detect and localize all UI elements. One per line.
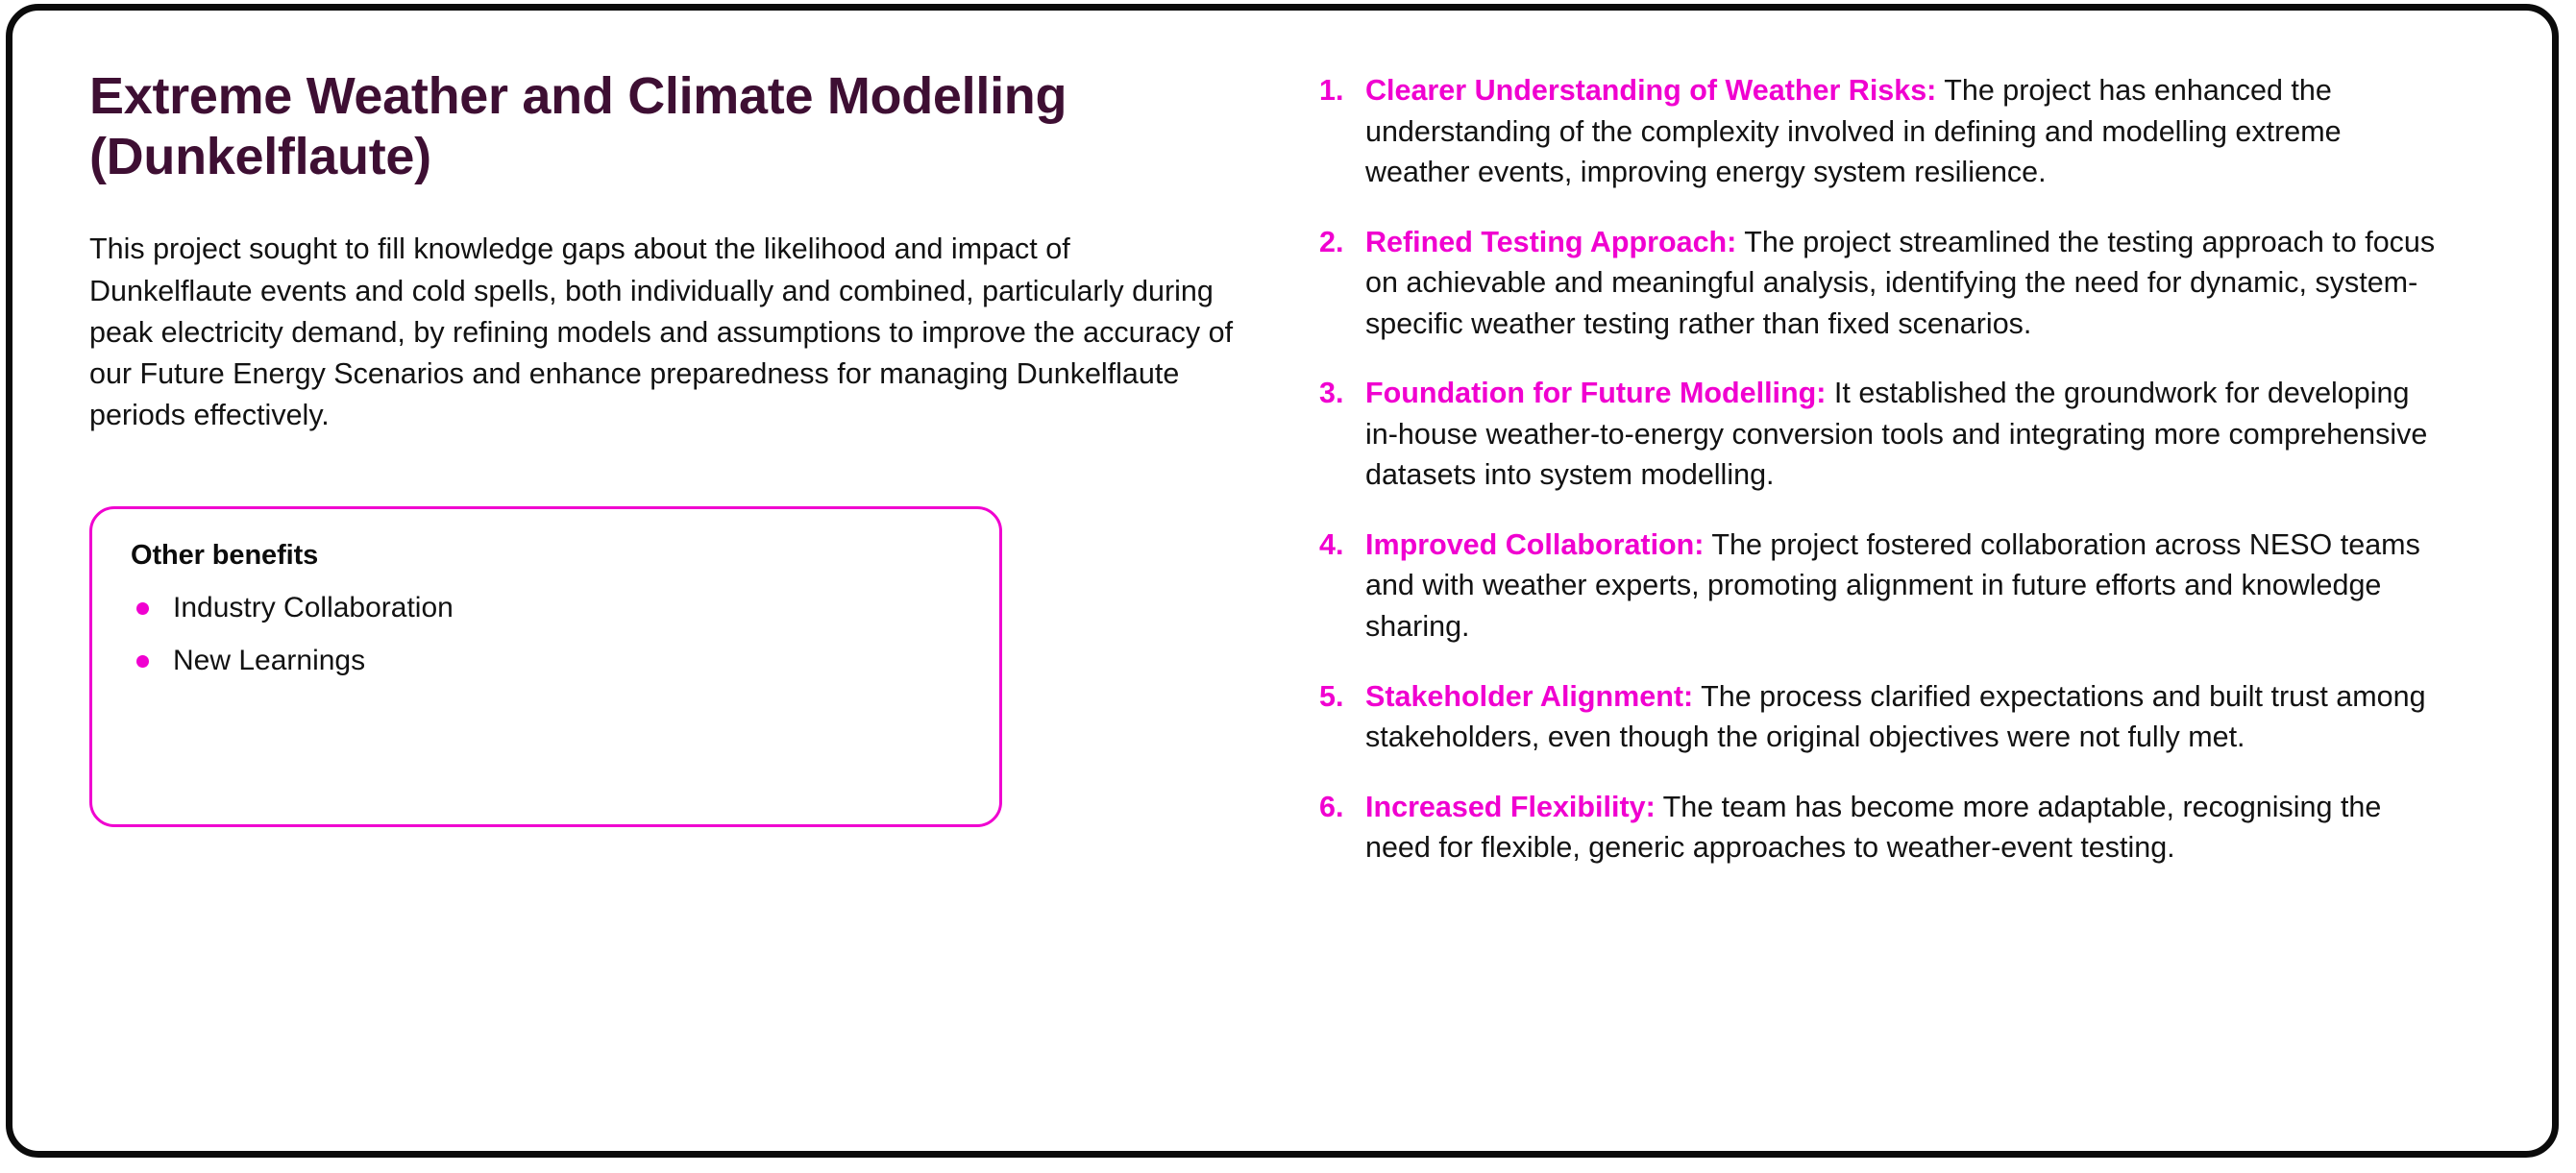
list-item-body: The project fostered collaboration across NESO teams and with weather experts, promoting alignment in future efforts and knowledge sharing. — [1365, 527, 2420, 644]
list-item-number: 3. — [1319, 377, 1344, 410]
list-item — [131, 642, 961, 680]
other-benefits-card — [89, 506, 1002, 827]
list-item-heading: Refined Testing Approach: — [1365, 225, 1737, 258]
list-item-body: The team has become more adaptable, recognising the need for flexible, generic approaches to weather-event testing. — [1365, 790, 2382, 865]
list-item — [131, 589, 961, 627]
list-item-number: 5. — [1319, 679, 1344, 713]
other-benefits-list — [131, 589, 961, 680]
bullet-icon — [136, 655, 149, 668]
list-item — [1319, 525, 2446, 648]
list-item — [1319, 676, 2446, 758]
slide-content — [12, 11, 2552, 1151]
list-item — [1319, 787, 2446, 868]
list-item-number: 2. — [1319, 225, 1344, 258]
list-item — [1319, 373, 2446, 496]
list-item-label: New Learnings — [173, 644, 366, 676]
list-item-heading: Improved Collaboration: — [1365, 527, 1705, 561]
list-item-heading: Stakeholder Alignment: — [1365, 679, 1694, 713]
slide-frame — [6, 4, 2559, 1158]
list-item-heading: Foundation for Future Modelling: — [1365, 377, 1827, 410]
list-item-body: The project has enhanced the understanding of the complexity involved in defining and modelling extreme weather events, improving energy system resilience. — [1365, 74, 2342, 189]
list-item-heading: Increased Flexibility: — [1365, 790, 1656, 823]
project-summary-paragraph: This project sought to fill knowledge gaps about the likelihood and impact of Dunkelflaute events and cold spells, both individually and combined, particularly during peak electricity demand, by refining models and assumptions to improve the accuracy of our Future Energy Scenarios and enhance preparedness for managing Dunkelflaute periods effectively. — [89, 232, 1234, 432]
page-title: Extreme Weather and Climate Modelling (Dunkelflaute) — [89, 67, 1067, 185]
list-item-number: 4. — [1319, 527, 1344, 561]
list-item-number: 1. — [1319, 74, 1344, 107]
list-item-number: 6. — [1319, 790, 1344, 823]
list-item-body: It established the groundwork for developing in-house weather-to-energy conversion tools and integrating more comprehensive datasets into system modelling. — [1365, 377, 2428, 492]
list-item-body: The process clarified expectations and built trust among stakeholders, even though the original objectives were not fully met. — [1365, 679, 2426, 754]
outcomes-list — [1319, 70, 2446, 868]
bullet-icon — [136, 602, 149, 615]
list-item-heading: Clearer Understanding of Weather Risks: — [1365, 74, 1937, 107]
list-item — [1319, 70, 2446, 193]
left-column — [12, 11, 1262, 1151]
other-benefits-heading: Other benefits — [131, 539, 319, 571]
list-item — [1319, 222, 2446, 345]
list-item-label: Industry Collaboration — [173, 591, 454, 623]
list-item-body: The project streamlined the testing approach to focus on achievable and meaningful analysis, identifying the need for dynamic, system-specific weather testing rather than fixed scenarios. — [1365, 225, 2436, 340]
right-column — [1262, 11, 2552, 1151]
